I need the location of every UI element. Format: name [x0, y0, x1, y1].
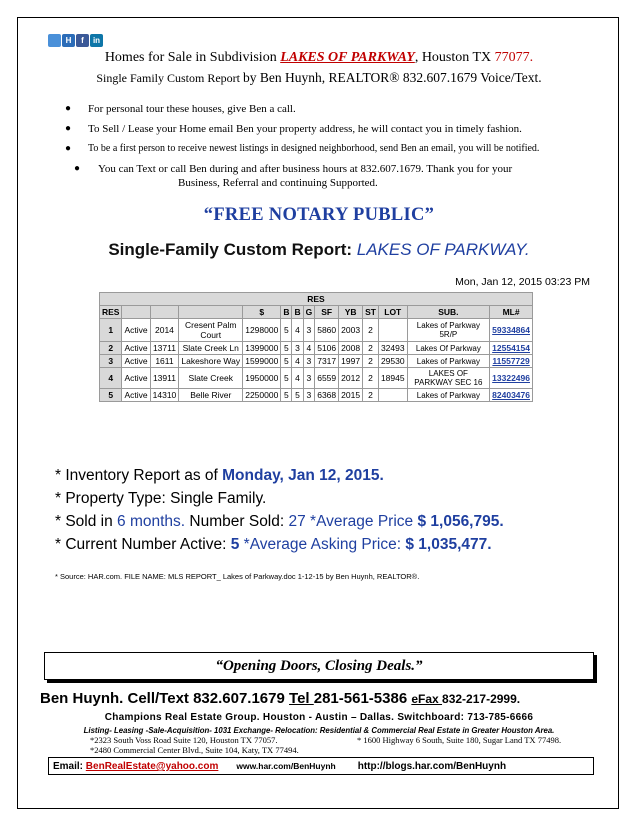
table-cell: 5	[292, 389, 303, 402]
table-cell: 1950000	[243, 368, 281, 389]
table-header-row	[100, 306, 533, 319]
table-cell	[490, 319, 533, 342]
report-title	[0, 240, 638, 260]
column-header	[179, 306, 243, 319]
efax-label: eFax	[411, 692, 443, 706]
table-row[interactable]	[100, 389, 533, 402]
table-cell: Lakeshore Way	[179, 355, 243, 368]
table-cell: 32493	[378, 342, 407, 355]
summary-text: *Average Price	[305, 513, 418, 530]
column-header: B	[292, 306, 303, 319]
table-cell: 6368	[315, 389, 339, 402]
column-header: SUB.	[407, 306, 490, 319]
mls-link[interactable]: 11557729	[492, 356, 530, 366]
table-cell: Active	[122, 319, 150, 342]
mls-link[interactable]: 59334864	[492, 325, 530, 335]
table-caption: RES	[100, 293, 533, 306]
table-cell: 4	[292, 368, 303, 389]
mls-link[interactable]: 13322496	[492, 373, 530, 383]
blog-link[interactable]: http://blogs.har.com/BenHuynh	[357, 761, 507, 772]
table-cell: 1611	[150, 355, 179, 368]
date-stamp: Mon, Jan 12, 2015 03:23 PM	[455, 276, 590, 288]
table-cell: 2014	[150, 319, 179, 342]
table-cell: 2003	[339, 319, 363, 342]
table-cell: Slate Creek Ln	[179, 342, 243, 355]
table-cell: 4	[303, 342, 315, 355]
table-cell: 1599000	[243, 355, 281, 368]
mls-link[interactable]: 12554154	[492, 343, 530, 353]
inventory-summary	[55, 464, 504, 556]
table-cell: 2	[363, 355, 379, 368]
table-cell: 4	[292, 355, 303, 368]
column-header	[122, 306, 150, 319]
table-cell: 5106	[315, 342, 339, 355]
company-line: Champions Real Estate Group. Houston - Austin – Dallas. Switchboard: 713-785-6666	[104, 712, 534, 723]
column-header: $	[243, 306, 281, 319]
table-cell	[490, 355, 533, 368]
notary-banner: “FREE NOTARY PUBLIC”	[203, 205, 435, 225]
column-header: G	[303, 306, 315, 319]
email-link[interactable]: BenRealEstate@yahoo.com	[85, 761, 219, 772]
table-cell: 2	[363, 389, 379, 402]
table-cell: 2008	[339, 342, 363, 355]
bullet-item: ● To Sell / Lease your Home email Ben your property address, he will contact you in timely fashion.	[60, 122, 580, 142]
table-cell: 3	[303, 389, 315, 402]
table-cell: Lakes of Parkway 5R/P	[407, 319, 490, 342]
table-body	[100, 319, 533, 402]
efax-number: 832-217-2999.	[442, 692, 521, 706]
contact-line	[40, 690, 520, 707]
info-bullets	[60, 102, 580, 202]
header-city: , Houston TX	[414, 50, 495, 65]
table-cell: 1997	[339, 355, 363, 368]
table-cell: 29530	[378, 355, 407, 368]
table-cell: Active	[122, 368, 150, 389]
tel-label: Tel	[289, 690, 314, 707]
table-cell: 4	[292, 319, 303, 342]
office-address: *2480 Commercial Center Blvd., Suite 104, Katy, TX 77494.	[90, 745, 299, 755]
sold-count: 27	[288, 513, 306, 530]
summary-text: * Current Number Active:	[55, 536, 231, 553]
table-cell: 7317	[315, 355, 339, 368]
table-cell: 1	[100, 319, 122, 342]
column-header: B	[281, 306, 292, 319]
column-header	[150, 306, 179, 319]
table-cell: 13711	[150, 342, 179, 355]
table-cell	[490, 389, 533, 402]
table-cell: 4	[100, 368, 122, 389]
table-cell: Active	[122, 355, 150, 368]
linkedin-icon[interactable]: in	[90, 34, 103, 47]
table-cell: Lakes Of Parkway	[407, 342, 490, 355]
email-label: Email:	[53, 761, 86, 772]
column-header: SF	[315, 306, 339, 319]
facebook-icon[interactable]: f	[76, 34, 89, 47]
table-cell: 2	[363, 319, 379, 342]
header-prefix: Homes for Sale in Subdivision	[104, 50, 281, 65]
header-line-1	[0, 50, 638, 66]
summary-text: * Inventory Report as of	[55, 467, 223, 484]
report-title-name: LAKES OF PARKWAY.	[356, 240, 530, 259]
table-cell: 2	[363, 342, 379, 355]
bullet-text: You can Text or call Ben during and after business hours at 832.607.1679. Thank you for your	[98, 163, 513, 175]
table-cell: 5	[281, 355, 292, 368]
bullet-item: ● For personal tour these houses, give Ben a call.	[60, 102, 580, 122]
table-cell: 2012	[339, 368, 363, 389]
table-cell: 1298000	[243, 319, 281, 342]
table-cell: 14310	[150, 389, 179, 402]
table-row[interactable]	[100, 368, 533, 389]
column-header: ST	[363, 306, 379, 319]
table-cell: 2	[363, 368, 379, 389]
table-cell: 18945	[378, 368, 407, 389]
table-cell	[490, 368, 533, 389]
header-line-2	[0, 70, 638, 86]
footer-contact	[48, 757, 594, 775]
table-cell: 5	[281, 368, 292, 389]
table-cell: Lakes of Parkway	[407, 389, 490, 402]
table-cell: 2	[100, 342, 122, 355]
report-date: Monday, Jan 12, 2015.	[222, 467, 384, 484]
table-row[interactable]	[100, 319, 533, 342]
zip-code: 77077.	[494, 50, 534, 65]
table-cell: 3	[303, 368, 315, 389]
table-cell: Belle River	[179, 389, 243, 402]
table-cell	[378, 319, 407, 342]
slogan-box: “Opening Doors, Closing Deals.”	[44, 652, 594, 680]
table-cell: Active	[122, 389, 150, 402]
active-count: 5	[230, 536, 240, 553]
table-cell: 5	[281, 389, 292, 402]
summary-text: Number Sold:	[185, 513, 289, 530]
summary-text: * Sold in	[55, 513, 118, 530]
services-line: Listing- Leasing -Sale-Acquisition- 1031 Exchange- Relocation: Residential & Commercial Real Estate in Greater Houston Area.	[83, 726, 555, 735]
social-icons	[48, 34, 103, 47]
report-type: Single Family Custom Report	[96, 71, 243, 85]
table-cell: 2015	[339, 389, 363, 402]
table-cell: 5	[281, 319, 292, 342]
average-asking-price: $ 1,035,477.	[405, 536, 492, 553]
table-row[interactable]	[100, 342, 533, 355]
bullet-item: ● To be a first person to receive newest listings in designed neighborhood, send Ben an email, you will be notified.	[60, 142, 580, 162]
table-cell	[490, 342, 533, 355]
table-cell: 5860	[315, 319, 339, 342]
bullet-text-cont: Business, Referral and continuing Supported.	[178, 177, 378, 189]
table-cell: 3	[292, 342, 303, 355]
bullet-item	[60, 162, 580, 202]
average-price: $ 1,056,795.	[417, 513, 504, 530]
sold-period: 6 months.	[117, 513, 186, 530]
source-note: * Source: HAR.com. FILE NAME: MLS REPORT_ Lakes of Parkway.doc 1-12-15 by Ben Huynh, REALTOR®.	[55, 572, 420, 581]
table-row[interactable]	[100, 355, 533, 368]
table-cell: Slate Creek	[179, 368, 243, 389]
column-header: YB	[339, 306, 363, 319]
office-address: *2323 South Voss Road Suite 120, Houston TX 77057.	[90, 735, 278, 745]
summary-line-1	[55, 464, 504, 487]
table-cell: 13911	[150, 368, 179, 389]
website-link[interactable]: www.har.com/BenHuynh	[236, 761, 336, 771]
table-cell: 2250000	[243, 389, 281, 402]
twitter-icon[interactable]	[48, 34, 61, 47]
subdivision-name: LAKES OF PARKWAY	[280, 50, 415, 65]
summary-line-4	[55, 533, 504, 556]
table-cell: LAKES OF PARKWAY SEC 16	[407, 368, 490, 389]
table-cell: Active	[122, 342, 150, 355]
table-cell: Cresent Palm Court	[179, 319, 243, 342]
table-cell: 6559	[315, 368, 339, 389]
agent-line: by Ben Huynh, REALTOR® 832.607.1679 Voice/Text.	[242, 70, 542, 85]
column-header: LOT	[378, 306, 407, 319]
summary-line-2: * Property Type: Single Family.	[55, 490, 267, 507]
table-cell: Lakes of Parkway	[407, 355, 490, 368]
office-address: * 1600 Highway 6 South, Suite 180, Sugar Land TX 77498.	[357, 735, 562, 745]
mls-link[interactable]: 82403476	[492, 390, 530, 400]
column-header: RES	[100, 306, 122, 319]
table-cell: 5	[281, 342, 292, 355]
table-cell: 3	[303, 355, 315, 368]
table-cell: 3	[100, 355, 122, 368]
listings-table	[99, 292, 533, 402]
tel-number[interactable]: 281-561-5386	[313, 690, 412, 707]
summary-line-3	[55, 510, 504, 533]
table-cell: 3	[303, 319, 315, 342]
har-icon[interactable]: H	[62, 34, 75, 47]
table-cell	[378, 389, 407, 402]
table-cell: 5	[100, 389, 122, 402]
table-cell: 1399000	[243, 342, 281, 355]
summary-text: *Average Asking Price:	[239, 536, 406, 553]
column-header: ML#	[490, 306, 533, 319]
agent-cell: Ben Huynh. Cell/Text 832.607.1679	[40, 690, 290, 707]
report-title-label: Single-Family Custom Report:	[108, 240, 357, 259]
